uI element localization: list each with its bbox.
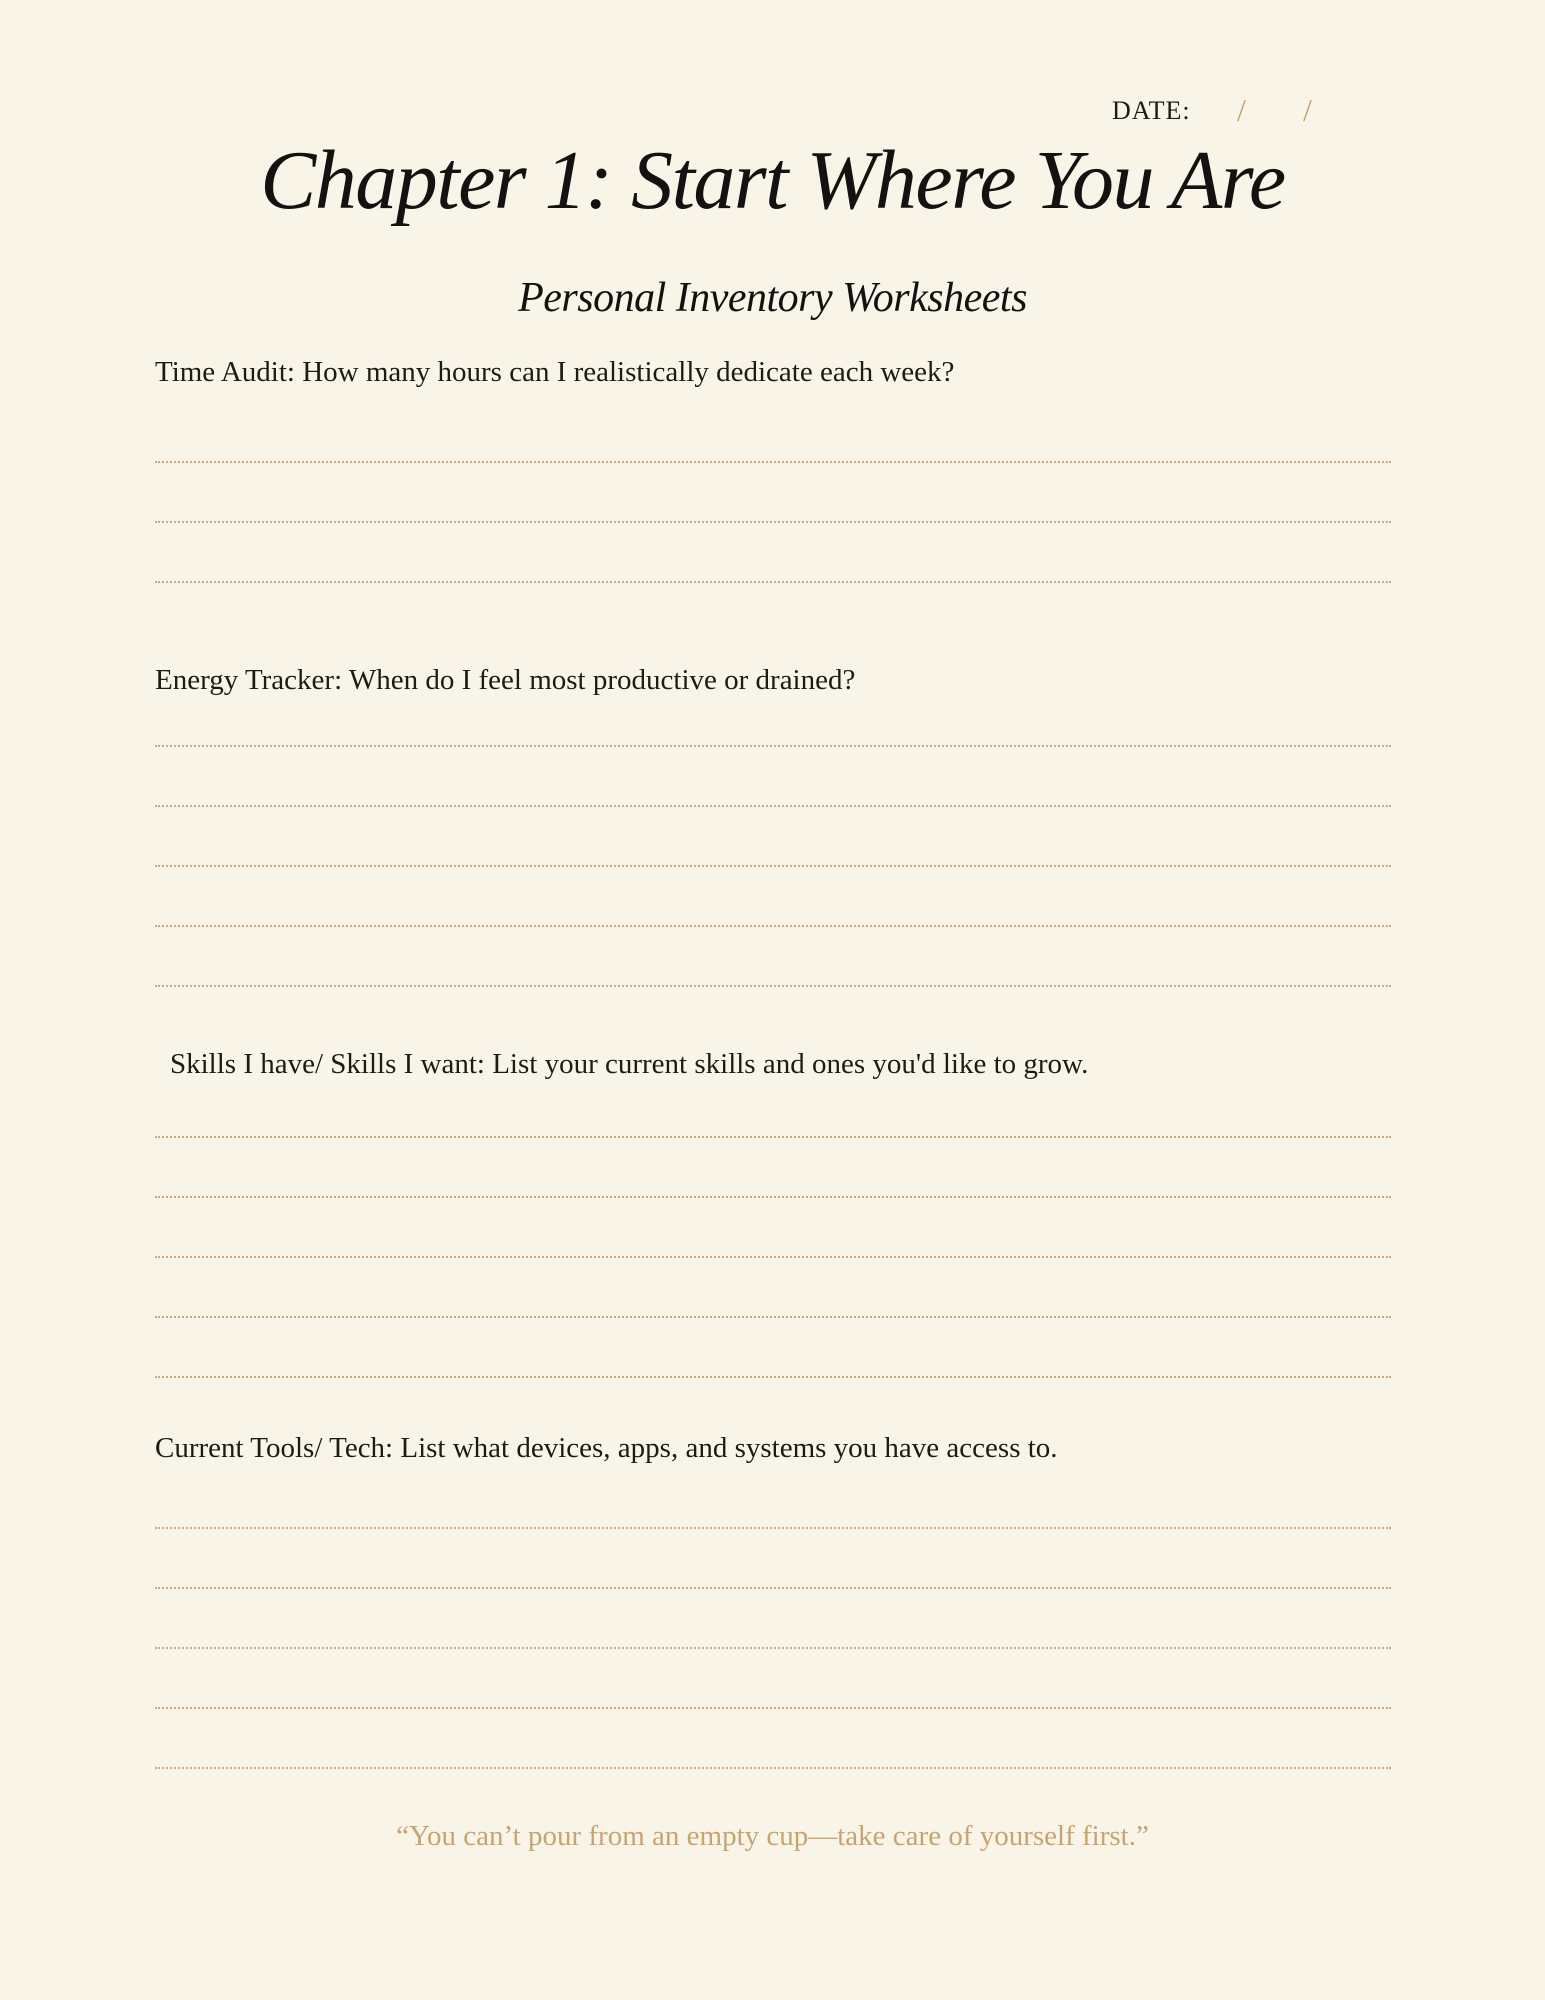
writing-line[interactable] bbox=[155, 1136, 1391, 1138]
date-separator-1: / bbox=[1237, 92, 1246, 128]
page-subtitle: Personal Inventory Worksheets bbox=[518, 275, 1027, 321]
date-separator-2: / bbox=[1303, 92, 1312, 128]
writing-line[interactable] bbox=[155, 521, 1391, 523]
writing-line[interactable] bbox=[155, 1707, 1391, 1709]
writing-line[interactable] bbox=[155, 1647, 1391, 1649]
writing-line[interactable] bbox=[155, 925, 1391, 927]
section-prompt: Time Audit: How many hours can I realistically dedicate each week? bbox=[155, 356, 955, 388]
writing-line[interactable] bbox=[155, 1256, 1391, 1258]
writing-line[interactable] bbox=[155, 1767, 1391, 1769]
section-prompt: Energy Tracker: When do I feel most productive or drained? bbox=[155, 664, 856, 696]
section-prompt: Skills I have/ Skills I want: List your current skills and ones you'd like to grow. bbox=[170, 1048, 1089, 1080]
section-prompt: Current Tools/ Tech: List what devices, apps, and systems you have access to. bbox=[155, 1432, 1058, 1464]
footer-quote: “You can’t pour from an empty cup—take care of yourself first.” bbox=[396, 1820, 1149, 1852]
writing-line[interactable] bbox=[155, 581, 1391, 583]
writing-line[interactable] bbox=[155, 1587, 1391, 1589]
date-label: DATE: bbox=[1112, 96, 1191, 125]
writing-line[interactable] bbox=[155, 1316, 1391, 1318]
page-title: Chapter 1: Start Where You Are bbox=[260, 134, 1285, 227]
writing-line[interactable] bbox=[155, 1196, 1391, 1198]
writing-line[interactable] bbox=[155, 805, 1391, 807]
writing-line[interactable] bbox=[155, 1376, 1391, 1378]
writing-line[interactable] bbox=[155, 985, 1391, 987]
writing-line[interactable] bbox=[155, 1527, 1391, 1529]
writing-line[interactable] bbox=[155, 745, 1391, 747]
writing-line[interactable] bbox=[155, 461, 1391, 463]
writing-line[interactable] bbox=[155, 865, 1391, 867]
